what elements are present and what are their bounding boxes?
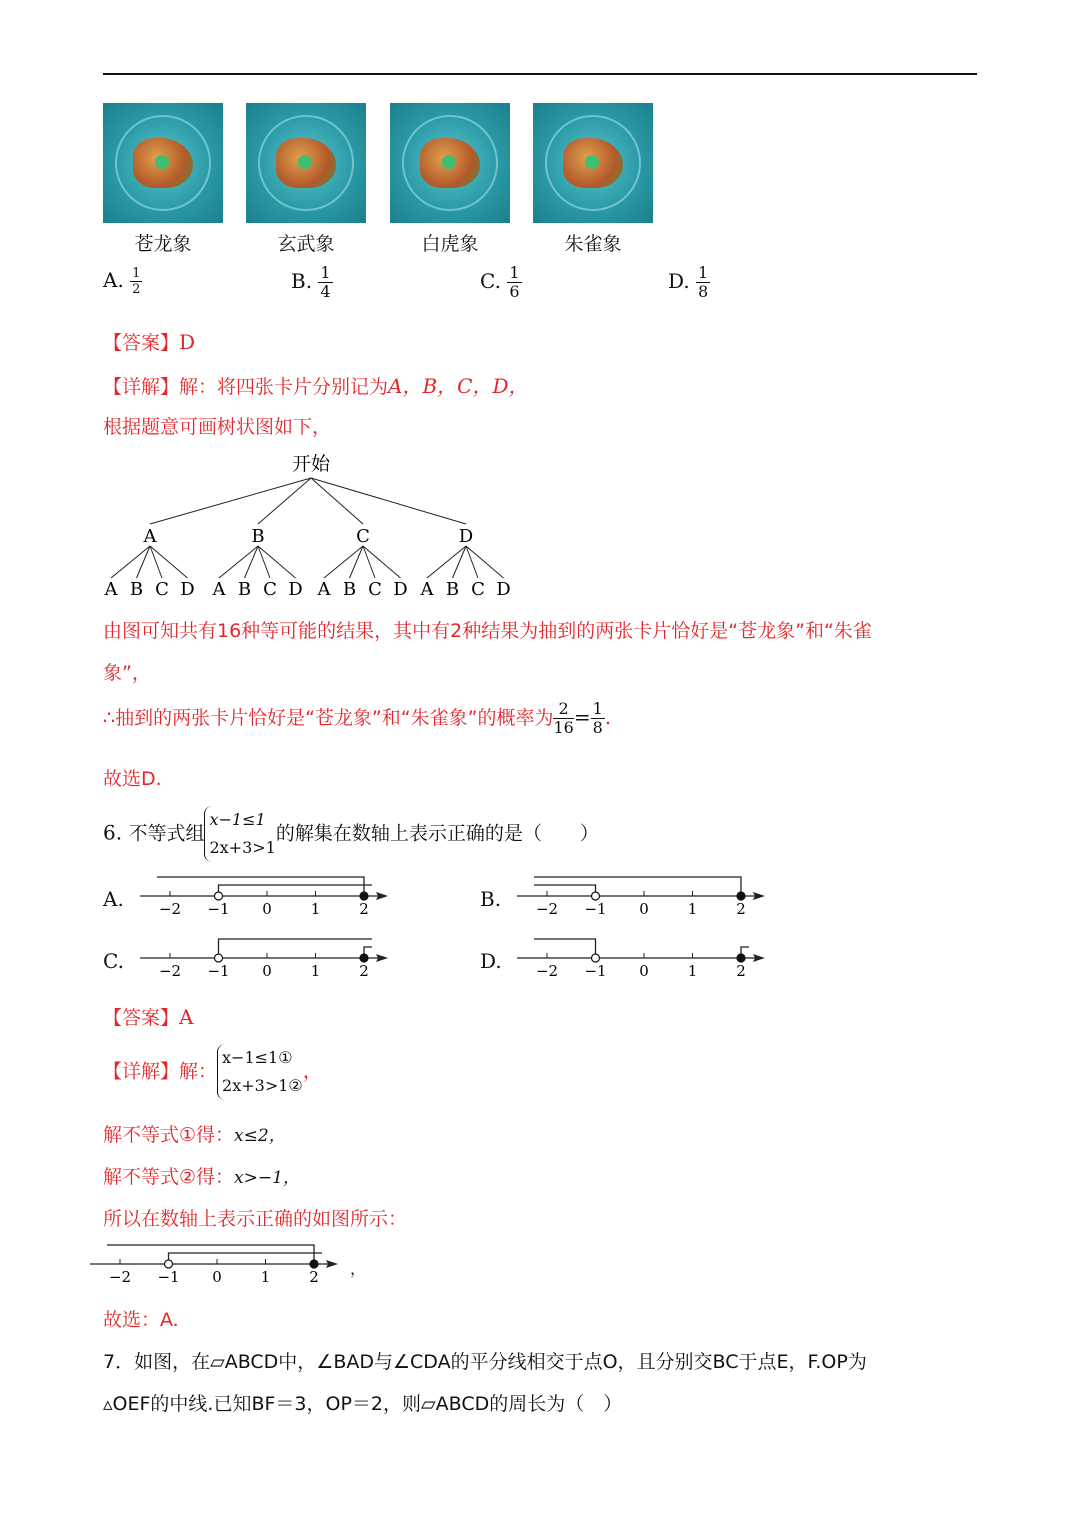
q6-explain-line3: 解不等式②得：x>−1， [103, 1166, 300, 1188]
q5-explain-line5: ∴抽到的两张卡片恰好是“苍龙象”和“朱雀象”的概率为 $\frac{2}{16}$ = $\frac{1}{8}$ . [103, 699, 612, 737]
tree-branch [137, 546, 151, 578]
q6-option-d-label: D. [480, 949, 502, 973]
open-point [165, 1260, 173, 1268]
tree-branch [311, 478, 363, 524]
q5-explain-line4: 象”， [103, 662, 151, 684]
tick-label: 2 [359, 900, 369, 918]
tick-label: 2 [736, 962, 746, 980]
solution-bracket [219, 885, 373, 896]
tree-branch [311, 478, 466, 524]
tick-label: 0 [262, 900, 272, 918]
question-6: 6. 不等式组 x−1≤1 2x+3>1 的解集在数轴上表示正确的是（ ） [103, 806, 599, 862]
open-point [592, 892, 600, 900]
tick-label: −1 [207, 900, 230, 918]
tree-leaf: B [237, 579, 252, 600]
tick-label: −1 [584, 962, 607, 980]
tree-leaf: A [317, 579, 331, 600]
card-image-xuanwu [246, 103, 366, 223]
q6-option-c-label: C. [103, 949, 124, 973]
tick-label: 2 [359, 962, 369, 980]
open-point [215, 954, 223, 962]
q5-answer: 【答案】D [103, 330, 196, 354]
tree-leaf: B [342, 579, 357, 600]
q6-answer: 【答案】A [103, 1005, 194, 1029]
tree-leaf: C [263, 579, 277, 600]
solution-bracket [534, 939, 596, 958]
open-point [592, 954, 600, 962]
q6-option-c-number-line [130, 932, 400, 982]
tree-node: D [458, 526, 474, 547]
tick-label: 0 [639, 900, 649, 918]
tick-label: 1 [687, 900, 698, 918]
tree-node: B [251, 526, 265, 547]
card-caption: 玄武象 [277, 233, 335, 255]
q6-explain-line1: 【详解】解： x−1≤1① 2x+3>1② ， [103, 1044, 323, 1100]
card-caption: 白虎象 [421, 233, 479, 255]
solution-bracket [169, 1253, 323, 1264]
q5-explain-line3: 由图可知共有16种等可能的结果，其中有2种结果为抽到的两张卡片恰好是“苍龙象”和“朱雀 [103, 620, 872, 642]
number-line-comma: ， [350, 1259, 367, 1278]
tick-label: −2 [158, 900, 182, 918]
q6-explain-line2: 解不等式①得：x≤2， [103, 1124, 286, 1146]
tree-branch [453, 546, 467, 578]
option-a: A. $\frac{1}{2}$ [103, 266, 141, 297]
header-rule [103, 73, 977, 75]
tick-label: −2 [535, 962, 559, 980]
option-b: B. $\frac{1}{4}$ [291, 263, 331, 301]
tree-leaf: C [155, 579, 169, 600]
tree-leaf: B [445, 579, 460, 600]
solution-bracket [534, 885, 596, 896]
tree-leaf: D [288, 579, 303, 600]
tree-branch [150, 478, 311, 524]
tick-label: −1 [207, 962, 230, 980]
tree-leaf: D [180, 579, 195, 600]
q5-explain-line1: 【详解】解：将四张卡片分别记为A，B，C，D， [103, 374, 529, 398]
option-d: D. $\frac{1}{8}$ [668, 263, 709, 301]
solution-bracket [534, 877, 741, 896]
tree-branch [111, 546, 150, 578]
q6-option-a-label: A. [103, 887, 124, 911]
q6-explain-number-line [80, 1238, 350, 1288]
card-caption: 苍龙象 [134, 233, 192, 255]
tick-label: 1 [687, 962, 698, 980]
card-image-baihu [390, 103, 510, 223]
tree-branch [219, 546, 258, 578]
tree-branch [324, 546, 363, 578]
solution-bracket [219, 939, 373, 958]
tree-root: 开始 [291, 453, 331, 475]
tree-leaf: A [420, 579, 434, 600]
closed-point [360, 954, 368, 962]
closed-point [360, 892, 368, 900]
q6-option-b-label: B. [480, 887, 502, 911]
tick-label: 2 [736, 900, 746, 918]
tick-label: 0 [262, 962, 272, 980]
tree-leaf: D [393, 579, 408, 600]
tick-label: 0 [212, 1268, 222, 1286]
tree-branch [245, 546, 259, 578]
q6-option-b-number-line [507, 870, 777, 920]
closed-point [310, 1260, 318, 1268]
tick-label: −2 [535, 900, 559, 918]
tree-branch [427, 546, 466, 578]
card-image-zhuque [533, 103, 653, 223]
tick-label: 1 [310, 900, 321, 918]
q6-explain-line5: 故选：A. [103, 1309, 179, 1331]
tick-label: −1 [584, 900, 607, 918]
tick-label: 1 [260, 1268, 271, 1286]
tree-leaf: C [368, 579, 382, 600]
tick-label: 2 [309, 1268, 319, 1286]
tree-leaf: D [496, 579, 511, 600]
open-point [215, 892, 223, 900]
tick-label: 0 [639, 962, 649, 980]
solution-bracket [107, 1245, 314, 1264]
closed-point [737, 954, 745, 962]
tick-label: 1 [310, 962, 321, 980]
card-caption: 朱雀象 [564, 233, 622, 255]
tree-branch [258, 478, 311, 524]
tree-node: C [356, 526, 370, 547]
tree-node: A [143, 526, 157, 547]
tree-branch [350, 546, 364, 578]
solution-bracket [157, 877, 364, 896]
tick-label: −1 [157, 1268, 180, 1286]
tick-label: −2 [108, 1268, 132, 1286]
q6-explain-line4: 所以在数轴上表示正确的如图所示： [103, 1208, 408, 1230]
tree-diagram [95, 448, 525, 603]
q6-option-d-number-line [507, 932, 777, 982]
q5-explain-line2: 根据题意可画树状图如下， [103, 416, 332, 438]
tree-leaf: A [104, 579, 118, 600]
q6-option-a-number-line [130, 870, 400, 920]
q5-explain-line6: 故选D. [103, 768, 162, 790]
option-c: C. $\frac{1}{6}$ [480, 263, 520, 301]
card-image-canglong [103, 103, 223, 223]
tick-label: −2 [158, 962, 182, 980]
closed-point [737, 892, 745, 900]
question-7-line1: 7．如图，在▱ABCD中，∠BAD与∠CDA的平分线相交于点O，且分别交BC于点E，F.OP为 [103, 1351, 867, 1373]
tree-leaf: B [129, 579, 144, 600]
question-7-line2: ▵OEF的中线.已知BF＝3，OP＝2，则▱ABCD的周长为（ ） [103, 1393, 623, 1415]
tree-leaf: C [471, 579, 485, 600]
tree-leaf: A [212, 579, 226, 600]
